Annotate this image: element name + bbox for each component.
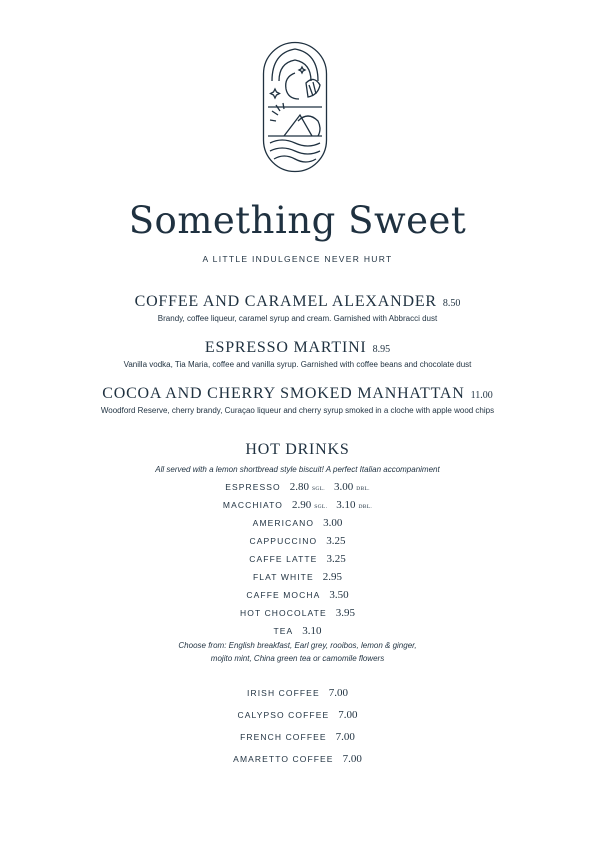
drink-name: CAPPUCCINO: [249, 536, 318, 546]
drink-name: AMERICANO: [252, 518, 315, 528]
drink-price: 3.95: [335, 607, 355, 619]
drink-name: HOT CHOCOLATE: [240, 608, 327, 618]
ornamental-logo-icon: [262, 41, 328, 173]
cocktail-title: ESPRESSO MARTINI: [204, 339, 367, 356]
cocktail-price: 11.00: [470, 390, 493, 401]
cocktail-description: Woodford Reserve, cherry brandy, Curaçao liqueur and cherry syrup smoked in a cloche with apple wood chips: [100, 406, 495, 415]
drink-item: [0, 499, 595, 513]
drink-item: [0, 571, 595, 583]
drink-price: 2.80: [289, 481, 310, 493]
drink-item: [0, 625, 595, 637]
drink-name: FLAT WHITE: [253, 572, 314, 582]
tea-note: mojito mint, China green tea or camomile flowers: [210, 654, 385, 663]
cocktail-title: COCOA AND CHERRY SMOKED MANHATTAN: [102, 385, 465, 402]
drink-price: 2.90: [292, 499, 312, 511]
cocktail-name: [0, 384, 595, 406]
drink-item: [0, 607, 595, 619]
drink-price: 3.10: [302, 625, 322, 637]
drink-name: MACCHIATO: [222, 500, 284, 510]
tea-note: Choose from: English breakfast, Earl grey, rooibos, lemon & ginger,: [178, 641, 417, 650]
drink-item: [0, 731, 595, 743]
drink-name: CALYPSO COFFEE: [237, 710, 330, 720]
cocktail-title: COFFEE AND CARAMEL ALEXANDER: [134, 293, 437, 310]
drink-price-double: 3.10: [336, 499, 356, 511]
cocktail-name: [0, 338, 595, 360]
drink-price: 2.95: [322, 571, 342, 583]
drink-price: 7.00: [342, 753, 362, 765]
drink-unit: DBL.: [358, 504, 373, 510]
drink-unit: SGL.: [314, 504, 328, 510]
drink-item: [0, 481, 595, 495]
page-title: Something Sweet: [128, 199, 467, 242]
drink-name: IRISH COFFEE: [247, 688, 320, 698]
drink-price: 7.00: [335, 731, 355, 743]
drink-item: [0, 553, 595, 565]
drink-item: [0, 589, 595, 601]
drink-name: FRENCH COFFEE: [240, 732, 327, 742]
drink-item: [0, 709, 595, 721]
drink-unit: DBL.: [356, 486, 370, 492]
cocktail-price: 8.95: [372, 344, 391, 355]
drink-name: TEA: [273, 626, 294, 636]
drink-item: [0, 753, 595, 765]
drink-item: [0, 687, 595, 699]
drink-price: 3.00: [323, 517, 343, 529]
drink-price: 3.25: [326, 553, 346, 565]
tagline: A LITTLE INDULGENCE NEVER HURT: [202, 254, 393, 264]
drink-price-double: 3.00: [333, 481, 354, 493]
drink-name: CAFFE LATTE: [249, 554, 318, 564]
drink-price: 3.50: [329, 589, 349, 601]
cocktail-description: Brandy, coffee liqueur, caramel syrup and cream. Garnished with Abbracci dust: [157, 314, 438, 323]
cocktail-price: 8.50: [442, 298, 461, 309]
hot-drinks-note: All served with a lemon shortbread style biscuit! A perfect Italian accompaniment: [155, 465, 440, 474]
drink-name: CAFFE MOCHA: [246, 590, 321, 600]
drink-price: 7.00: [328, 687, 348, 699]
drink-item: [0, 517, 595, 529]
section-heading-hot-drinks: HOT DRINKS: [245, 441, 350, 458]
drink-name: ESPRESSO: [225, 482, 281, 492]
cocktail-description: Vanilla vodka, Tia Maria, coffee and vanilla syrup. Garnished with coffee beans and chocolate dust: [123, 360, 472, 369]
drink-name: AMARETTO COFFEE: [233, 754, 334, 764]
drink-price: 3.25: [326, 535, 346, 547]
drink-price: 7.00: [338, 709, 358, 721]
drink-unit: SGL.: [312, 486, 325, 492]
drink-item: [0, 535, 595, 547]
cocktail-name: [0, 292, 595, 314]
